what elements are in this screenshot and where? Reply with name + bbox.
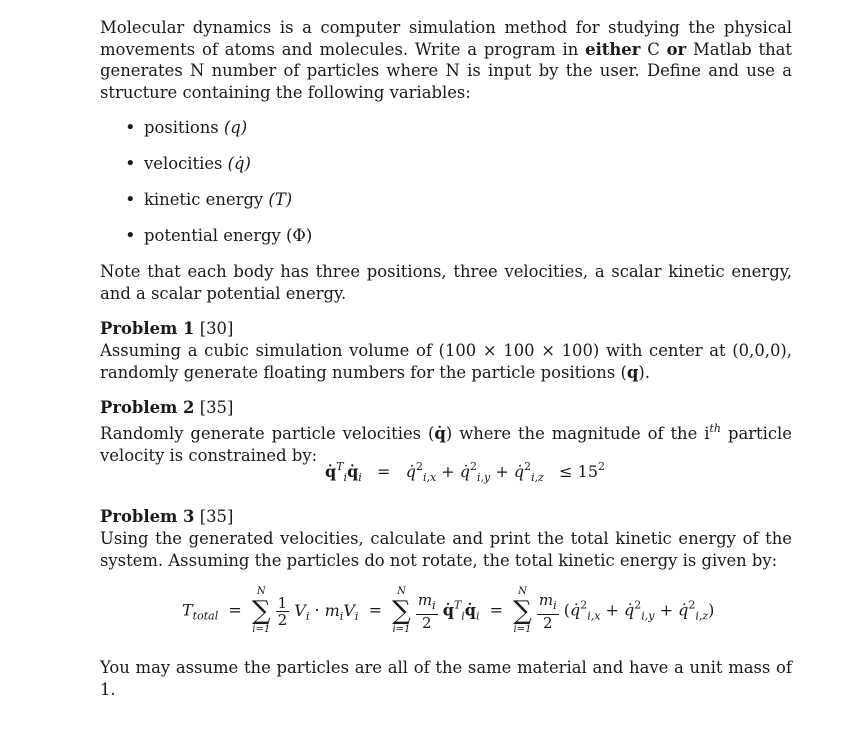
- velocity-constraint-equation: $q̇^T_iq̇_i$ = q̇$^2_{i,x}$ + q̇$^2_{i,y}$ + q̇$^2_{i,z}$ ≤ $15^2$: [325, 460, 605, 484]
- intro-paragraph: [100, 17, 792, 103]
- closing-paragraph: You may assume the particles are all of the same material and have a unit mass of 1.: [100, 658, 792, 699]
- potential-energy-symbol: (Φ): [286, 226, 313, 245]
- problem-1-heading: Problem 1 [30]: [100, 319, 234, 338]
- list-item: • kinetic energy (T): [125, 189, 312, 225]
- kinetic-energy-equation: $T_{total}$ = N ∑ i=1 $\frac{1}{2}$ $V_i \cdot m_iV_i$ = N ∑ i=1 $\frac{m_i}{2}$ $q̇^T_iq̇_i$ = N ∑ i=1 $\frac{m_i}{2}$ (q̇$^2_{i,x}$ + q̇$^2_{i,y}$ + q̇$^2_{i,z}$): [182, 586, 715, 635]
- problem-3-text: Using the generated velocities, calculate and print the total kinetic energy of the system. Assuming the particles do not rotate, the total kinetic energy is given by:: [100, 529, 792, 570]
- intro-text-3: Matlab that generates N number of particles where N is input by the user. Define and use a structure containing the following variables:: [100, 39, 792, 102]
- positions-symbol: (q): [223, 118, 248, 137]
- list-item: • potential energy (Φ): [125, 225, 312, 261]
- velocities-symbol: (q̇): [227, 154, 251, 173]
- note-paragraph: Note that each body has three positions, three velocities, a scalar kinetic energy, and a scalar potential energy.: [100, 262, 792, 303]
- list-item: • positions (q): [125, 117, 312, 153]
- total-energy-symbol: T: [182, 600, 193, 620]
- intro-bold-or: or: [666, 39, 687, 59]
- kinetic-energy-symbol: (T): [268, 190, 293, 209]
- problem-3-heading: Problem 3 [35]: [100, 507, 234, 526]
- intro-text-1: Molecular dynamics is a computer simulation method for studying the physical movements of atoms and molecules. Write a program in: [100, 18, 792, 59]
- problem-1-text: Assuming a cubic simulation volume of (100 × 100 × 100) with center at (0,0,0), randomly generate floating numbers for the particle positions (q).: [100, 341, 792, 382]
- variable-list: [125, 117, 312, 261]
- problem-2-text: Randomly generate particle velocities (q̇) where the magnitude of the $i^{th}$ particle velocity is constrained by:: [100, 422, 792, 465]
- list-item: • velocities (q̇): [125, 153, 312, 189]
- constraint-bound: ≤ 15: [559, 462, 598, 481]
- intro-bold-either: either: [585, 39, 641, 59]
- intro-text-2: C: [640, 39, 667, 59]
- problem-2-heading: Problem 2 [35]: [100, 398, 234, 417]
